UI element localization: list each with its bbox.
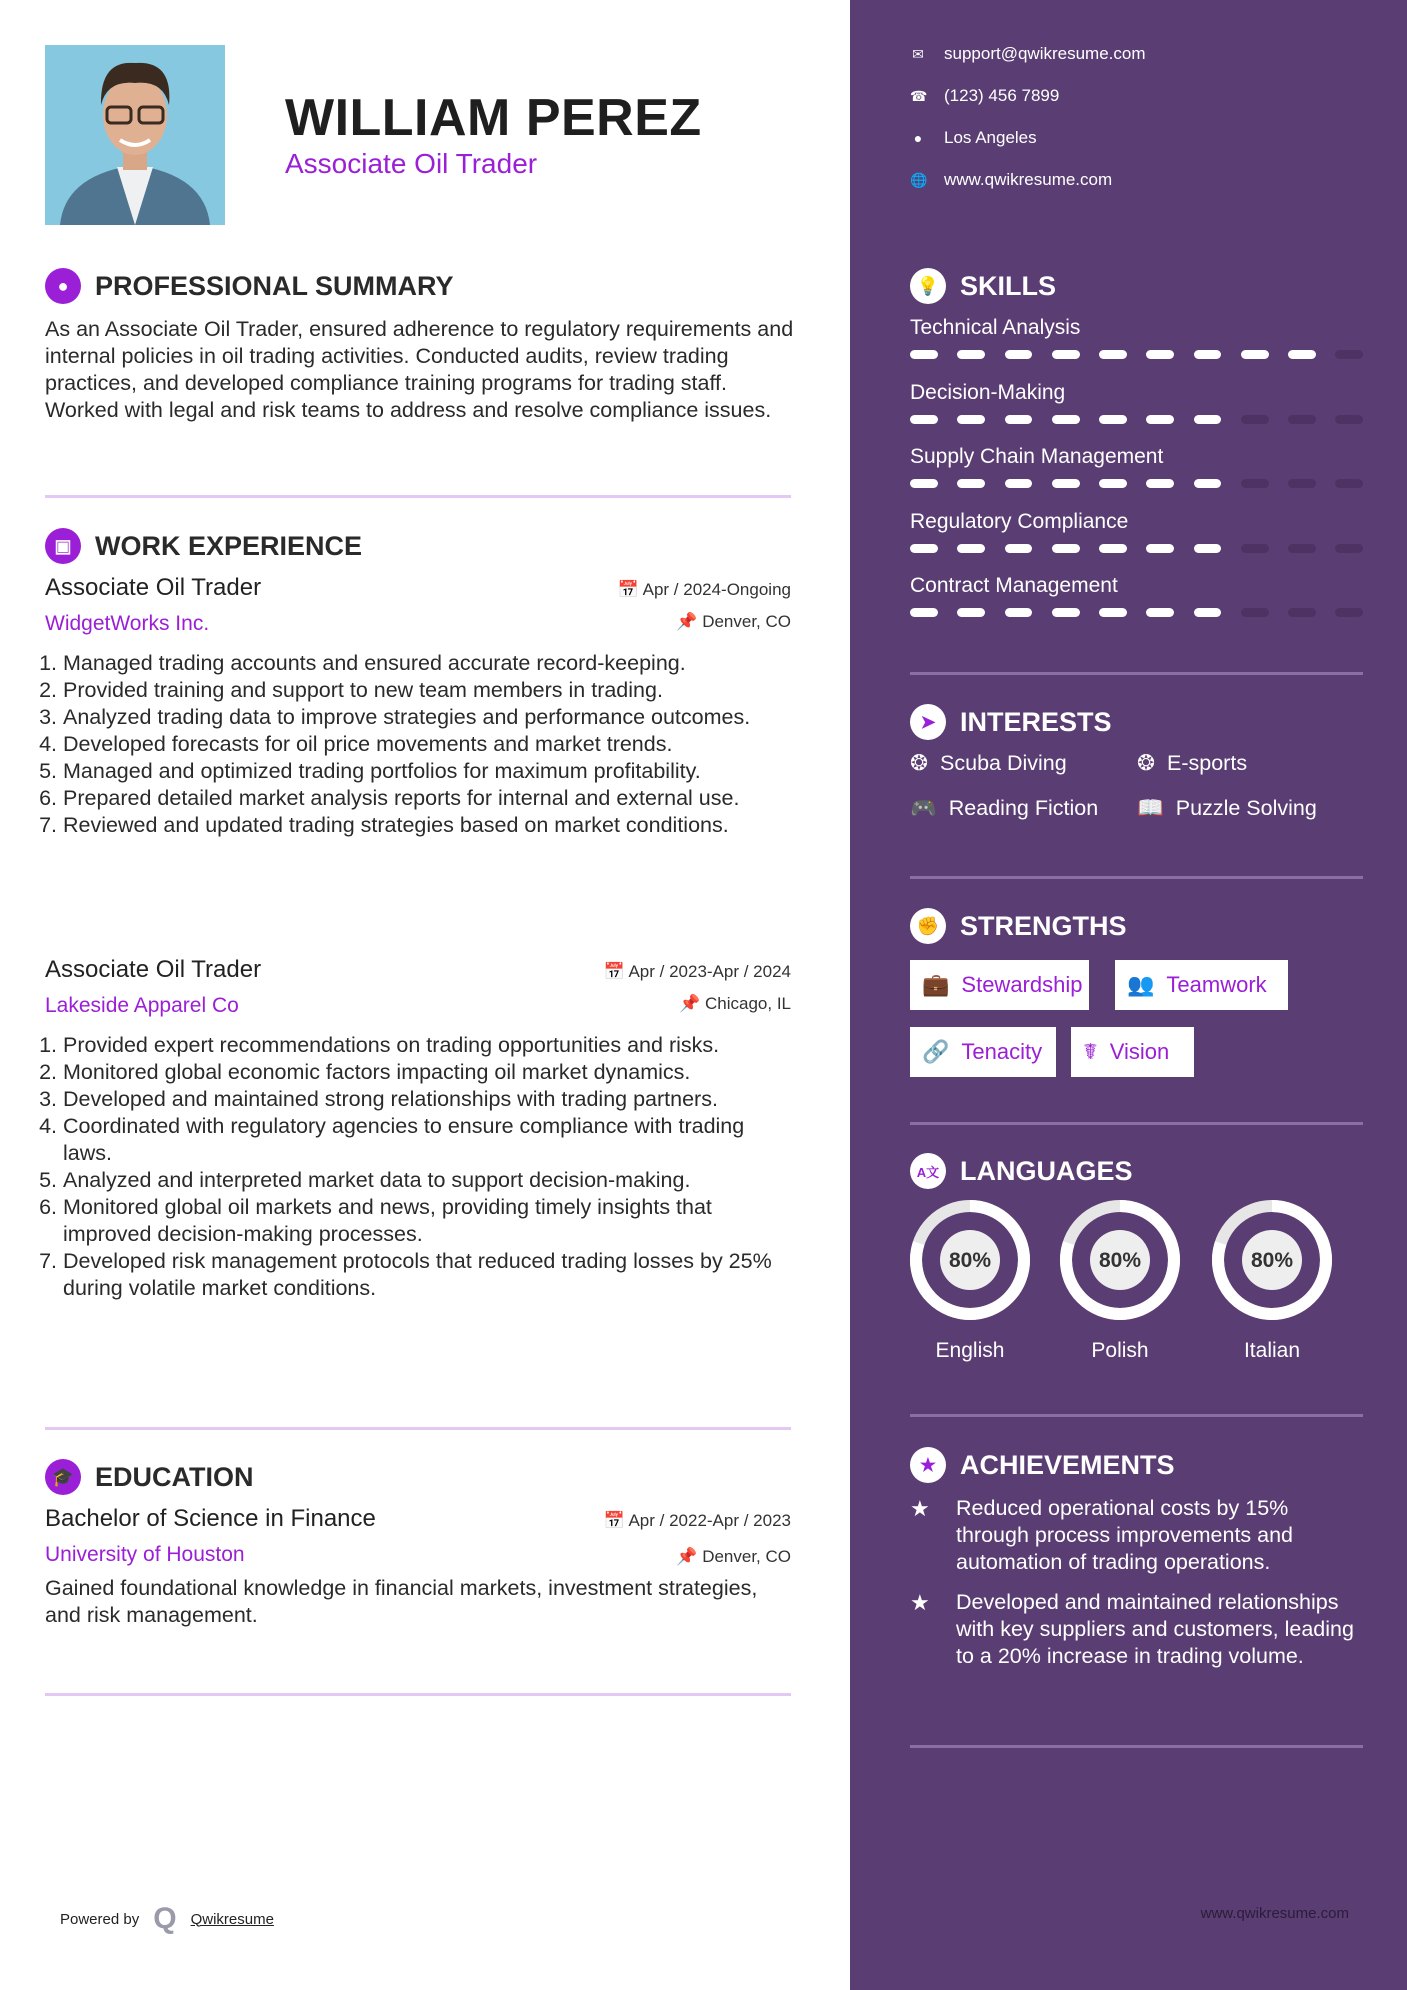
job-company: Lakeside Apparel Co	[45, 994, 239, 1017]
skill-dash	[1241, 608, 1269, 617]
skills-heading-text: SKILLS	[960, 270, 1057, 301]
interest-item	[910, 796, 1098, 821]
footer-url[interactable]: www.qwikresume.com	[1200, 1905, 1349, 1922]
profile-photo	[45, 45, 225, 225]
skill-dash	[1335, 608, 1363, 617]
qwikresume-link[interactable]: Qwikresume	[190, 1910, 274, 1928]
degree: Bachelor of Science in Finance	[45, 1505, 376, 1532]
job-dates-text: Apr / 2023-Apr / 2024	[628, 962, 791, 981]
skill-dash	[1194, 350, 1222, 359]
education-heading-text: EDUCATION	[95, 1461, 254, 1492]
education-text: Gained foundational knowledge in financial markets, investment strategies, and risk management.	[45, 1576, 758, 1627]
job-bullet: 4. Developed forecasts for oil price movements and market trends.	[63, 731, 791, 758]
summary-heading	[45, 268, 454, 304]
contact-phone	[910, 86, 1059, 106]
education-heading	[45, 1459, 254, 1495]
skill-dash	[910, 544, 938, 553]
website-text: www.qwikresume.com	[944, 170, 1113, 189]
education-location-text: Denver, CO	[702, 1547, 791, 1566]
briefcase-icon: 💼	[922, 972, 950, 997]
pin-icon: 📌	[676, 612, 698, 631]
job-bullet: 6. Monitored global oil markets and news, providing timely insights that improved decision-making processes.	[63, 1194, 791, 1248]
job-company: WidgetWorks Inc.	[45, 612, 210, 635]
skill-dash	[910, 415, 938, 424]
divider	[910, 876, 1363, 879]
skill-item	[910, 316, 1363, 359]
achievement-item	[910, 1589, 1363, 1670]
strength-badge	[910, 1027, 1056, 1077]
skill-dash	[1005, 479, 1033, 488]
powered-by-text: Powered by	[60, 1910, 140, 1928]
skill-dash	[910, 350, 938, 359]
skill-dash	[1099, 415, 1127, 424]
contact-website[interactable]	[910, 170, 1112, 190]
job-dates-text: Apr / 2024-Ongoing	[642, 580, 791, 599]
language-percent: 80%	[948, 1249, 992, 1272]
calendar-icon: 📅	[603, 962, 625, 981]
skill-dash	[1005, 608, 1033, 617]
skill-dash	[1335, 479, 1363, 488]
skill-rating	[910, 544, 1363, 553]
strength-label: Stewardship	[961, 972, 1083, 997]
skill-name: Decision-Making	[910, 380, 1066, 404]
achievement-text: Developed and maintained relationships with key suppliers and customers, leading to a 20% increase in trading volume.	[956, 1590, 1354, 1668]
languages-heading	[910, 1153, 1133, 1189]
skill-dash	[1099, 608, 1127, 617]
skill-dash	[1146, 479, 1174, 488]
strengths-heading-text: STRENGTHS	[960, 910, 1127, 941]
skill-name: Regulatory Compliance	[910, 509, 1129, 533]
job-bullet: 5. Managed and optimized trading portfolios for maximum profitability.	[63, 758, 791, 785]
divider	[910, 1122, 1363, 1125]
skill-dash	[1194, 544, 1222, 553]
summary-heading-text: PROFESSIONAL SUMMARY	[95, 270, 454, 301]
interest-item	[910, 751, 1067, 776]
skill-item	[910, 381, 1363, 424]
briefcase-chair-icon: ▣	[45, 528, 81, 564]
job-entry	[45, 956, 791, 1302]
skill-item	[910, 510, 1363, 553]
skill-dash	[1241, 544, 1269, 553]
language-ring	[908, 1198, 1032, 1322]
divider	[45, 495, 791, 498]
skill-dash	[1194, 415, 1222, 424]
job-dates	[618, 580, 791, 600]
job-entry	[45, 574, 791, 839]
candidate-title: Associate Oil Trader	[285, 148, 538, 179]
school: University of Houston	[45, 1543, 245, 1566]
achievement-item	[910, 1495, 1363, 1576]
skill-item	[910, 445, 1363, 488]
interest-item	[1137, 796, 1317, 821]
users-icon: 👥	[1127, 972, 1155, 997]
skill-dash	[1052, 544, 1080, 553]
skill-dash	[1005, 350, 1033, 359]
skill-dash	[957, 479, 985, 488]
education-dates	[603, 1511, 791, 1531]
user-icon: ●	[45, 268, 81, 304]
experience-heading-text: WORK EXPERIENCE	[95, 530, 363, 561]
languages-heading-text: LANGUAGES	[960, 1155, 1133, 1186]
graduation-icon: 🎓	[45, 1459, 81, 1495]
job-bullet: 3. Analyzed trading data to improve strategies and performance outcomes.	[63, 704, 791, 731]
skill-dash	[1146, 544, 1174, 553]
calendar-icon: 📅	[603, 1511, 625, 1530]
strength-badge	[1115, 960, 1288, 1010]
skill-dash	[1335, 415, 1363, 424]
skill-dash	[957, 350, 985, 359]
strength-label: Tenacity	[961, 1039, 1043, 1064]
divider	[45, 1427, 791, 1430]
language-item	[908, 1198, 1032, 1363]
job-bullet: 1. Provided expert recommendations on trading opportunities and risks.	[63, 1032, 791, 1059]
language-item	[1058, 1198, 1182, 1363]
pin-icon: 📌	[679, 994, 701, 1013]
skill-dash	[1099, 479, 1127, 488]
powered-by	[60, 1902, 274, 1936]
location-text: Los Angeles	[944, 128, 1037, 147]
language-item	[1210, 1198, 1334, 1363]
email-text: support@qwikresume.com	[944, 44, 1146, 63]
life-ring-icon: ❂	[910, 751, 929, 775]
skill-dash	[910, 608, 938, 617]
job-bullet: 1. Managed trading accounts and ensured accurate record-keeping.	[63, 650, 791, 677]
skill-dash	[1146, 608, 1174, 617]
interests-heading	[910, 704, 1112, 740]
paper-plane-icon: ➤	[910, 704, 946, 740]
contact-email[interactable]	[910, 44, 1146, 64]
interest-item	[1137, 751, 1247, 776]
fist-icon: ✊	[910, 908, 946, 944]
education-dates-text: Apr / 2022-Apr / 2023	[628, 1511, 791, 1530]
job-location-text: Chicago, IL	[705, 994, 791, 1013]
phone-icon: ☎	[910, 87, 928, 104]
strength-badge	[1071, 1027, 1194, 1077]
job-bullets	[45, 1032, 791, 1302]
language-ring	[1210, 1198, 1334, 1322]
interest-label: Scuba Diving	[940, 751, 1067, 775]
skill-rating	[910, 415, 1363, 424]
language-name: English	[935, 1339, 1005, 1362]
strength-label: Vision	[1109, 1039, 1170, 1064]
shooting-star-icon: ★	[910, 1496, 930, 1521]
skill-dash	[1288, 479, 1316, 488]
skill-rating	[910, 479, 1363, 488]
globe-icon: 🌐	[910, 171, 928, 188]
job-bullet: 4. Coordinated with regulatory agencies to ensure compliance with trading laws.	[63, 1113, 791, 1167]
skill-dash	[1288, 350, 1316, 359]
language-ring	[1058, 1198, 1182, 1322]
skill-dash	[1194, 608, 1222, 617]
skill-dash	[1052, 350, 1080, 359]
skill-name: Supply Chain Management	[910, 445, 1164, 468]
job-bullet: 7. Reviewed and updated trading strategies based on market conditions.	[63, 812, 791, 839]
skills-heading	[910, 268, 1056, 304]
skill-dash	[1052, 479, 1080, 488]
skill-dash	[1099, 350, 1127, 359]
job-title: Associate Oil Trader	[45, 956, 262, 983]
job-bullet: 2. Provided training and support to new team members in trading.	[63, 677, 791, 704]
skill-dash	[1099, 544, 1127, 553]
job-location	[679, 994, 791, 1014]
education-location	[676, 1547, 791, 1567]
interest-label: Puzzle Solving	[1175, 796, 1317, 820]
star-badge-icon: ★	[910, 1447, 946, 1483]
map-pin-icon: ●	[913, 130, 923, 146]
skill-dash	[1146, 350, 1174, 359]
skill-dash	[957, 544, 985, 553]
skill-dash	[1335, 544, 1363, 553]
envelope-icon: ✉	[912, 45, 924, 62]
divider	[910, 1414, 1363, 1417]
binoculars-icon: ☤	[1083, 1039, 1098, 1064]
job-bullet: 5. Analyzed and interpreted market data to support decision-making.	[63, 1167, 791, 1194]
strength-label: Teamwork	[1166, 972, 1267, 997]
experience-heading	[45, 528, 362, 564]
gamepad-icon: 🎮	[910, 796, 937, 820]
skill-rating	[910, 608, 1363, 617]
skill-dash	[1288, 544, 1316, 553]
job-title: Associate Oil Trader	[45, 574, 262, 601]
job-location	[676, 612, 791, 632]
interest-label: E-sports	[1167, 751, 1248, 775]
skill-dash	[1005, 415, 1033, 424]
skill-dash	[1052, 608, 1080, 617]
job-bullet: 3. Developed and maintained strong relationships with trading partners.	[63, 1086, 791, 1113]
job-bullets	[45, 650, 791, 839]
skill-rating	[910, 350, 1363, 359]
skill-dash	[1288, 415, 1316, 424]
language-percent: 80%	[1250, 1249, 1294, 1272]
strengths-heading	[910, 908, 1127, 944]
education-entry	[45, 1505, 791, 1629]
shooting-star-icon: ★	[910, 1590, 930, 1615]
job-bullet: 7. Developed risk management protocols that reduced trading losses by 25% during volatile market conditions.	[63, 1248, 791, 1302]
interest-label: Reading Fiction	[948, 796, 1099, 820]
achievements-heading-text: ACHIEVEMENTS	[960, 1449, 1175, 1480]
divider	[45, 1693, 791, 1696]
language-name: Polish	[1091, 1339, 1149, 1362]
skill-dash	[1241, 479, 1269, 488]
divider	[910, 672, 1363, 675]
strength-badge	[910, 960, 1089, 1010]
skill-dash	[910, 479, 938, 488]
divider	[910, 1745, 1363, 1748]
link-icon: 🔗	[922, 1039, 950, 1064]
pin-icon: 📌	[676, 1547, 698, 1566]
skill-dash	[1146, 415, 1174, 424]
job-bullet: 6. Prepared detailed market analysis reports for internal and external use.	[63, 785, 791, 812]
skill-name: Contract Management	[910, 574, 1118, 597]
skill-item	[910, 574, 1363, 617]
lightbulb-icon: 💡	[910, 268, 946, 304]
skill-dash	[957, 608, 985, 617]
summary-text: As an Associate Oil Trader, ensured adherence to regulatory requirements and internal policies in oil trading activities. Conducted audits, review trading practices, and developed compliance training programs for trading staff. Worked with legal and risk teams to address and resolve compliance issues.	[45, 317, 794, 422]
calendar-icon: 📅	[617, 580, 639, 599]
interests-heading-text: INTERESTS	[960, 706, 1112, 737]
skill-dash	[1241, 350, 1269, 359]
language-name: Italian	[1243, 1339, 1301, 1362]
skill-dash	[1335, 350, 1363, 359]
skill-dash	[1241, 415, 1269, 424]
qwikresume-logo-icon: Q	[153, 1902, 177, 1935]
skill-dash	[1194, 479, 1222, 488]
job-dates	[603, 962, 791, 982]
life-ring-icon: ❂	[1137, 751, 1156, 775]
skill-dash	[1005, 544, 1033, 553]
skill-dash	[957, 415, 985, 424]
candidate-name: WILLIAM PEREZ	[285, 89, 702, 147]
skill-dash	[1288, 608, 1316, 617]
achievement-text: Reduced operational costs by 15% through process improvements and automation of trading operations.	[956, 1496, 1294, 1574]
phone-text: (123) 456 7899	[944, 86, 1060, 105]
language-percent: 80%	[1098, 1249, 1142, 1272]
skill-name: Technical Analysis	[910, 316, 1081, 339]
job-location-text: Denver, CO	[702, 612, 791, 631]
translate-icon: A文	[910, 1153, 946, 1189]
achievements-heading	[910, 1447, 1175, 1483]
skill-dash	[1052, 415, 1080, 424]
contact-location	[910, 128, 1037, 148]
book-icon: 📖	[1137, 796, 1164, 820]
job-bullet: 2. Monitored global economic factors impacting oil market dynamics.	[63, 1059, 791, 1086]
